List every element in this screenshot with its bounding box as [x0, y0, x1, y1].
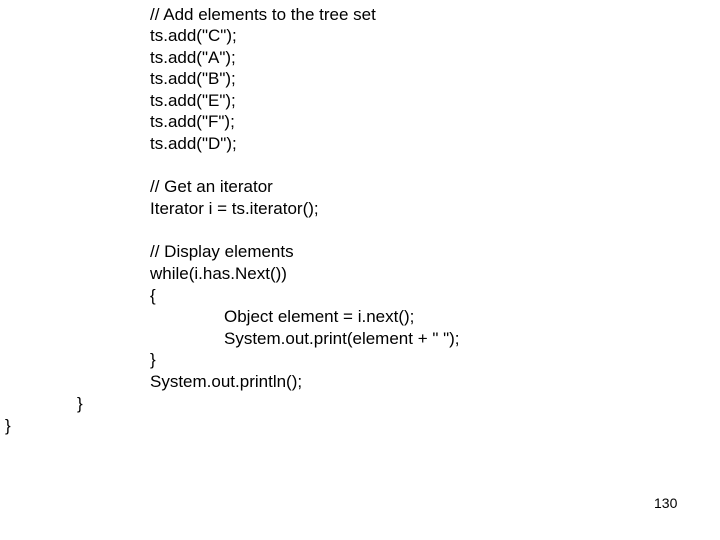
code-line: ts.add("B"); [150, 69, 236, 88]
code-line: } [5, 416, 11, 435]
code-line: while(i.has.Next()) [150, 264, 287, 283]
code-line: { [150, 286, 156, 305]
code-line: ts.add("E"); [150, 91, 236, 110]
code-line: // Get an iterator [150, 177, 273, 196]
code-line: // Display elements [150, 242, 294, 261]
code-line: System.out.print(element + " "); [224, 329, 460, 348]
code-line: Iterator i = ts.iterator(); [150, 199, 319, 218]
code-line: ts.add("F"); [150, 112, 235, 131]
code-line: ts.add("A"); [150, 48, 236, 67]
code-line: } [77, 394, 83, 413]
code-line: // Add elements to the tree set [150, 5, 376, 24]
code-line: ts.add("C"); [150, 26, 237, 45]
code-line: } [150, 350, 156, 369]
page-number: 130 [654, 495, 678, 511]
code-line: Object element = i.next(); [224, 307, 415, 326]
code-line: System.out.println(); [150, 372, 303, 391]
code-line: ts.add("D"); [150, 134, 237, 153]
